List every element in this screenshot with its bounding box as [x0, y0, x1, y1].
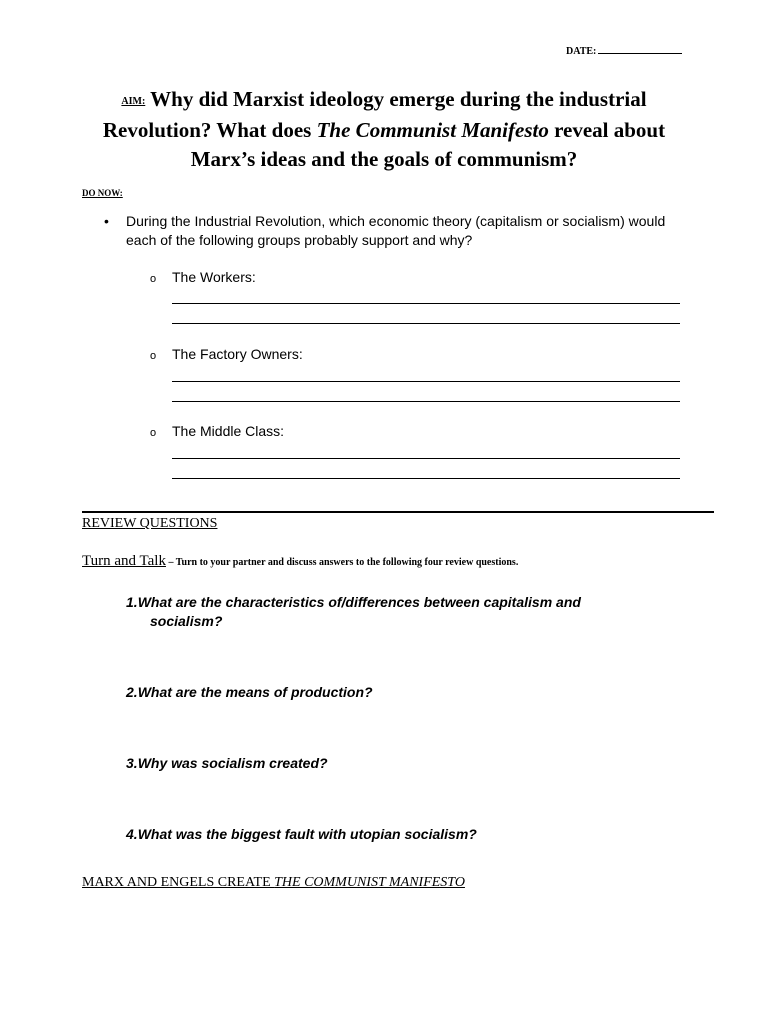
turn-and-talk-description: – Turn to your partner and discuss answers to the following four review questions. [165, 557, 519, 568]
question-number: 4. [126, 826, 138, 842]
date-blank-line[interactable] [598, 44, 682, 54]
review-question-3 [126, 754, 328, 773]
answer-line[interactable] [172, 303, 680, 304]
review-question-4 [126, 825, 477, 844]
turn-and-talk-label: Turn and Talk [82, 553, 166, 569]
answer-line[interactable] [172, 323, 680, 324]
question-text: What are the characteristics of/differences between capitalism and [137, 594, 581, 610]
date-field [566, 44, 682, 57]
group-label-factory-owners: The Factory Owners: [172, 346, 303, 362]
do-now-label: DO NOW: [82, 188, 123, 198]
circle-bullet-icon: o [150, 427, 157, 439]
aim-heading [92, 85, 676, 174]
review-question-1 [126, 593, 581, 631]
group-label-workers: The Workers: [172, 269, 256, 285]
answer-line[interactable] [172, 381, 680, 382]
aim-text-part2: reveal about Marx’s ideas and the goals of communism? [190, 118, 666, 171]
answer-line[interactable] [172, 401, 680, 402]
group-label-middle-class: The Middle Class: [172, 423, 285, 439]
date-label: DATE: [566, 46, 597, 57]
aim-text-part1: Why did Marxist ideology emerge during the industrial Revolution? What does [102, 87, 647, 142]
marx-heading-text: MARX AND ENGELS CREATE [82, 875, 275, 890]
question-text: Why was socialism created? [137, 755, 328, 771]
circle-bullet-icon: o [150, 273, 157, 285]
bullet-icon: • [104, 213, 109, 229]
answer-line[interactable] [172, 478, 680, 479]
circle-bullet-icon: o [150, 350, 157, 362]
question-number: 3. [126, 755, 138, 771]
question-number: 1. [126, 594, 138, 610]
question-text: What are the means of production? [137, 684, 373, 700]
review-questions-heading: REVIEW QUESTIONS [82, 516, 218, 531]
do-now-prompt: During the Industrial Revolution, which economic theory (capitalism or socialism) would each of the following groups probably support and why? [126, 213, 666, 248]
aim-label: AIM: [121, 96, 146, 107]
marx-heading-italic: THE COMMUNIST MANIFESTO [274, 875, 465, 890]
marx-engels-heading [82, 875, 465, 891]
section-divider [82, 511, 714, 513]
question-text: What was the biggest fault with utopian socialism? [137, 826, 477, 842]
aim-title-italic: The Communist Manifesto [316, 118, 549, 142]
question-number: 2. [126, 684, 138, 700]
question-text-continued: socialism? [150, 613, 223, 629]
answer-line[interactable] [172, 458, 680, 459]
review-question-2 [126, 683, 373, 702]
turn-and-talk-instructions [82, 552, 518, 570]
